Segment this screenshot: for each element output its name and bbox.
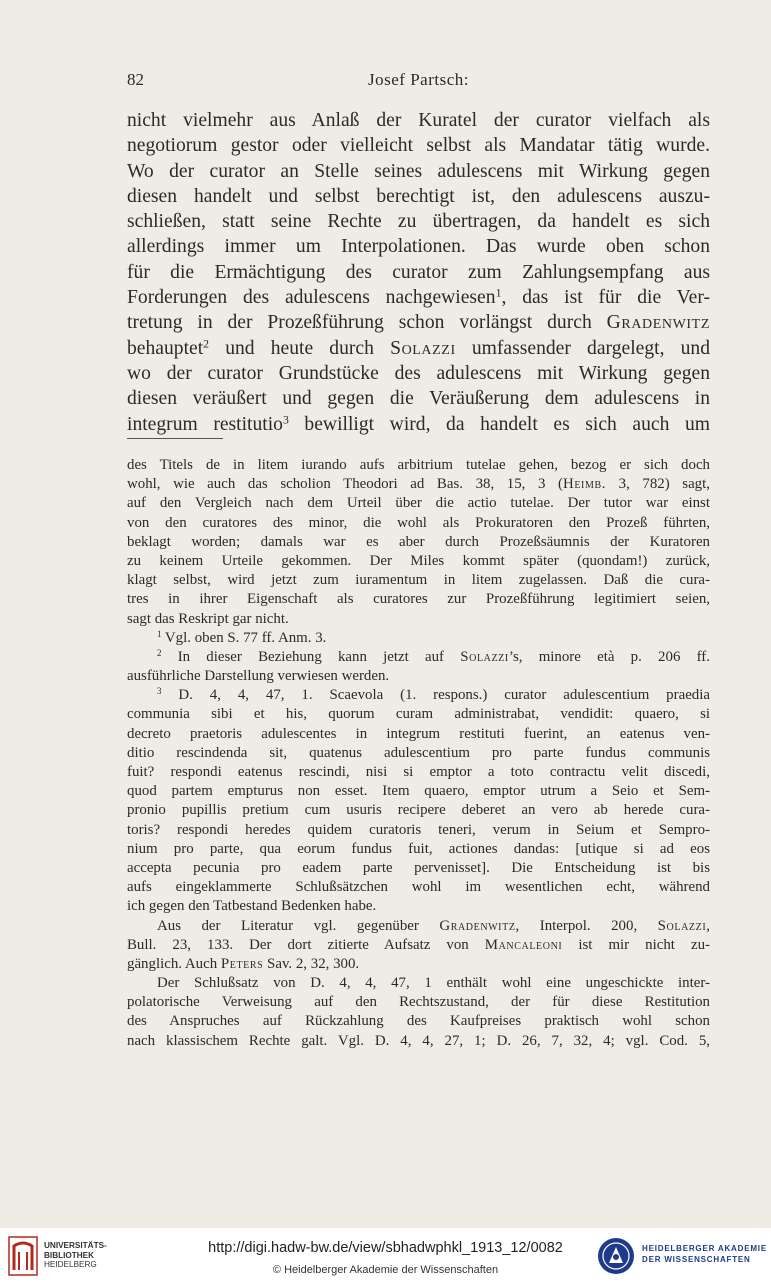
academy-seal-icon[interactable] <box>596 1236 636 1276</box>
note-line: Der Schlußsatz von D. 4, 4, 47, 1 enthält wohl eine ungeschickte inter- <box>157 975 710 992</box>
footnote-ref: 1 <box>495 286 502 300</box>
note-line: Bull. 23, 133. Der dort zitierte Aufsatz von Mancaleoni ist mir nicht zu- <box>127 936 710 953</box>
main-line: tretung in der Prozeßführung schon vorlängst durch Gradenwitz <box>127 312 710 334</box>
note-line: des Titels de in litem iurando aufs arbitrium tutelae gehen, bezog er sich doch <box>127 457 710 473</box>
main-text <box>127 108 710 437</box>
main-line: behauptet$^2$ und heute durch Solazzi umfassender dargelegt, und <box>127 337 711 359</box>
note-line: sagt das Reskript gar nicht. <box>127 610 289 627</box>
footnotes <box>127 456 710 1051</box>
viewer-footer <box>0 1228 771 1284</box>
note-line: nach klassischem Rechte galt. Vgl. D. 4, 4, 27, 1; D. 26, 7, 32, 4; vgl. Cod. 5, <box>127 1032 710 1049</box>
permalink-url[interactable]: http://digi.hadw-bw.de/view/sbhadwphkl_1913_12/0082 <box>208 1240 563 1256</box>
footnote-1: $^1$ Vgl. oben S. 77 ff. Anm. 3. <box>157 628 327 646</box>
page-number: 82 <box>127 70 144 89</box>
main-line: wo der curator Grundstücke des adulescens mit Wirkung gegen <box>127 362 710 384</box>
main-line: Forderungen des adulescens nachgewiesen$^1$, das ist für die Ver- <box>127 286 710 309</box>
note-line: ich gegen den Tatbestand Bedenken habe. <box>127 898 377 915</box>
note-line: toris? respondi heredes quidem curatoris teneri, verum in Seium et Sempro- <box>127 821 710 838</box>
footnote-3: $^3$ D. 4, 4, 47, 1. Scaevola (1. respons.) curator adulescentium praedia <box>157 686 710 704</box>
copyright-notice: © Heidelberger Akademie der Wissenschaften <box>272 1264 499 1276</box>
main-line: allerdings immer um Interpolationen. Das wurde oben schon <box>127 236 710 258</box>
main-line: für die Ermächtigung des curator zum Zahlungsempfang aus <box>127 261 710 283</box>
note-line: nium pro parte, qua eorum fundus fuit, actiones dandas: [utique si ad eos <box>127 840 710 857</box>
note-line: Aus der Literatur vgl. gegenüber Gradenwitz, Interpol. 200, Solazzi, <box>157 917 710 934</box>
note-line: pronio pupillis pretium cum usuris recipere deberet an vero ab herede cura- <box>127 802 710 819</box>
note-line: wohl, wie auch das scholion Theodori ad Bas. 38, 15, 3 (Heimb. 3, 782) sagt, <box>127 476 710 493</box>
note-line: gänglich. Auch Peters Sav. 2, 32, 300. <box>127 955 360 972</box>
university-library-name: UNIVERSITÄTS- BIBLIOTHEK HEIDELBERG <box>44 1241 107 1270</box>
note-line: fuit? respondi eatenus rescindi, nisi si emptor a toto contractu velit discedi, <box>127 764 710 780</box>
note-line: polatorische Verweisung auf den Rechtszustand, der für diese Restitution <box>127 994 710 1011</box>
running-title: Josef Partsch: <box>368 70 469 89</box>
note-line: auf den Vergleich nach dem Urteil über die actio tutelae. Der tutor war einst <box>127 495 710 512</box>
main-line: diesen handelt und selbst berechtigt ist, den adulescens auszu- <box>127 185 710 207</box>
author-name: Solazzi <box>390 337 456 359</box>
main-line: schließen, statt seine Rechte zu übertragen, da handelt es sich <box>127 211 710 233</box>
page-header <box>127 70 710 94</box>
note-line: des Anspruches auf Rückzahlung des Kaufpreises praktisch wohl schon <box>127 1013 710 1030</box>
main-line: nicht vielmehr aus Anlaß der Kuratel der curator vielfach als <box>127 110 710 131</box>
note-line: aufs eingeklammerte Schlußsätzchen wohl im wesentlichen echt, während <box>127 879 710 896</box>
author-name: Gradenwitz <box>606 312 710 334</box>
note-line: decreto praetoris adulescentes in integrum restituti fuerint, an eatenus ven- <box>127 725 710 742</box>
footnote-2: $^2$ In dieser Beziehung kann jetzt auf Solazzi’s, minore età p. 206 ff. <box>157 647 710 665</box>
footnote-ref: 2 <box>203 337 210 351</box>
note-line: ausführliche Darstellung verwiesen werden. <box>127 668 390 685</box>
main-line: integrum restitutio$^3$ bewilligt wird, da handelt es sich auch um <box>127 413 710 435</box>
main-line: Wo der curator an Stelle seines adulescens mit Wirkung gegen <box>127 160 710 182</box>
note-line: tres in ihrer Eigenschaft als curatores zur Prozeßführung legitimiert seien, <box>127 591 710 608</box>
main-line: negotiorum gestor oder vielleicht selbst als Mandatar tätig wurde. <box>127 135 710 157</box>
note-line: zu keinem Urteile gekommen. Der Miles kommt später (quondam!) zurück, <box>127 552 710 569</box>
note-line: accepta pecunia pro eadem parte pervenisset]. Die Entscheidung ist bis <box>127 859 710 876</box>
note-line: von den curatores des minor, die wohl als Prokuratoren den Prozeß führten, <box>127 514 710 531</box>
footnote-ref: 3 <box>282 413 289 427</box>
note-line: klagt selbst, wird jetzt zum iuramentum in litem zugelassen. Daß die cura- <box>127 572 710 589</box>
main-line: diesen veräußert und gegen die Veräußerung dem adulescens in <box>127 388 710 410</box>
note-line: beklagt worden; damals war es aber durch Prozeßsäumnis der Kuratoren <box>127 533 710 550</box>
note-line: ditio rescindenda sit, quatenus adulescentium pro parte fundus communis <box>127 744 710 761</box>
note-line: communia sibi et his, quorum curam administrabat, vendidit: quaero, si <box>127 706 710 723</box>
note-line: quod partem empturus non esset. Item quaero, emptor utrum a Seio et Sem- <box>127 783 710 800</box>
footnote-rule <box>127 438 223 439</box>
academy-name: HEIDELBERGER AKADEMIE DER WISSENSCHAFTEN <box>642 1244 767 1264</box>
